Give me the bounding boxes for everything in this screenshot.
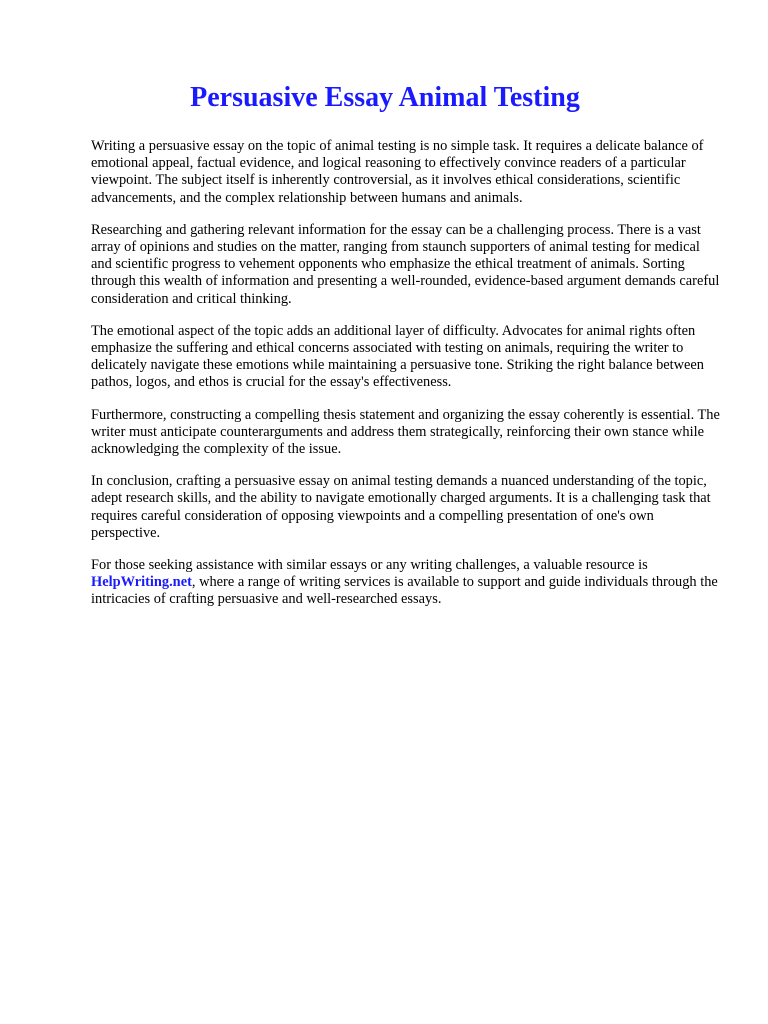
page-title: Persuasive Essay Animal Testing <box>190 82 580 113</box>
paragraph-3: The emotional aspect of the topic adds an additional layer of difficulty. Advocates for animal rights often emphasize the suffering and ethical concerns associated with testing on animals, requiring the writer to delicately navigate these emotions while maintaining a persuasive tone. Striking the right balance between pathos, logos, and ethos is crucial for the essay's effectiveness. <box>91 322 705 391</box>
paragraph-2: Researching and gathering relevant information for the essay can be a challenging process. There is a vast array of opinions and studies on the matter, ranging from staunch supporters of animal testing for medical and scientific progress to vehement opponents who emphasize the ethical treatment of animals. Sorting through this wealth of information and presenting a well-rounded, evidence-based argument demands careful consideration and critical thinking. <box>91 221 720 307</box>
paragraph-6 <box>91 557 721 609</box>
paragraph-6-lead: For those seeking assistance with similar essays or any writing challenges, a valuable resource is <box>91 557 648 574</box>
document-body <box>91 138 721 609</box>
paragraph-4: Furthermore, constructing a compelling thesis statement and organizing the essay coherently is essential. The writer must anticipate counterarguments and address them strategically, reinforcing their own stance while acknowledging the complexity of the issue. <box>91 406 720 458</box>
paragraph-1: Writing a persuasive essay on the topic of animal testing is no simple task. It requires a delicate balance of emotional appeal, factual evidence, and logical reasoning to effectively convince readers of a particular viewpoint. The subject itself is inherently controversial, as it involves ethical considerations, scientific advancements, and the complex relationship between humans and animals. <box>91 138 704 206</box>
helpwriting-link[interactable]: HelpWriting.net <box>91 574 192 591</box>
paragraph-6-tail: , where a range of writing services is available to support and guide individuals through the intricacies of crafting persuasive and well-researched essays. <box>91 574 718 608</box>
paragraph-5: In conclusion, crafting a persuasive essay on animal testing demands a nuanced understanding of the topic, adept research skills, and the ability to navigate emotionally charged arguments. It is a challenging task that requires careful consideration of opposing viewpoints and a compelling presentation of one's own perspective. <box>91 473 711 541</box>
